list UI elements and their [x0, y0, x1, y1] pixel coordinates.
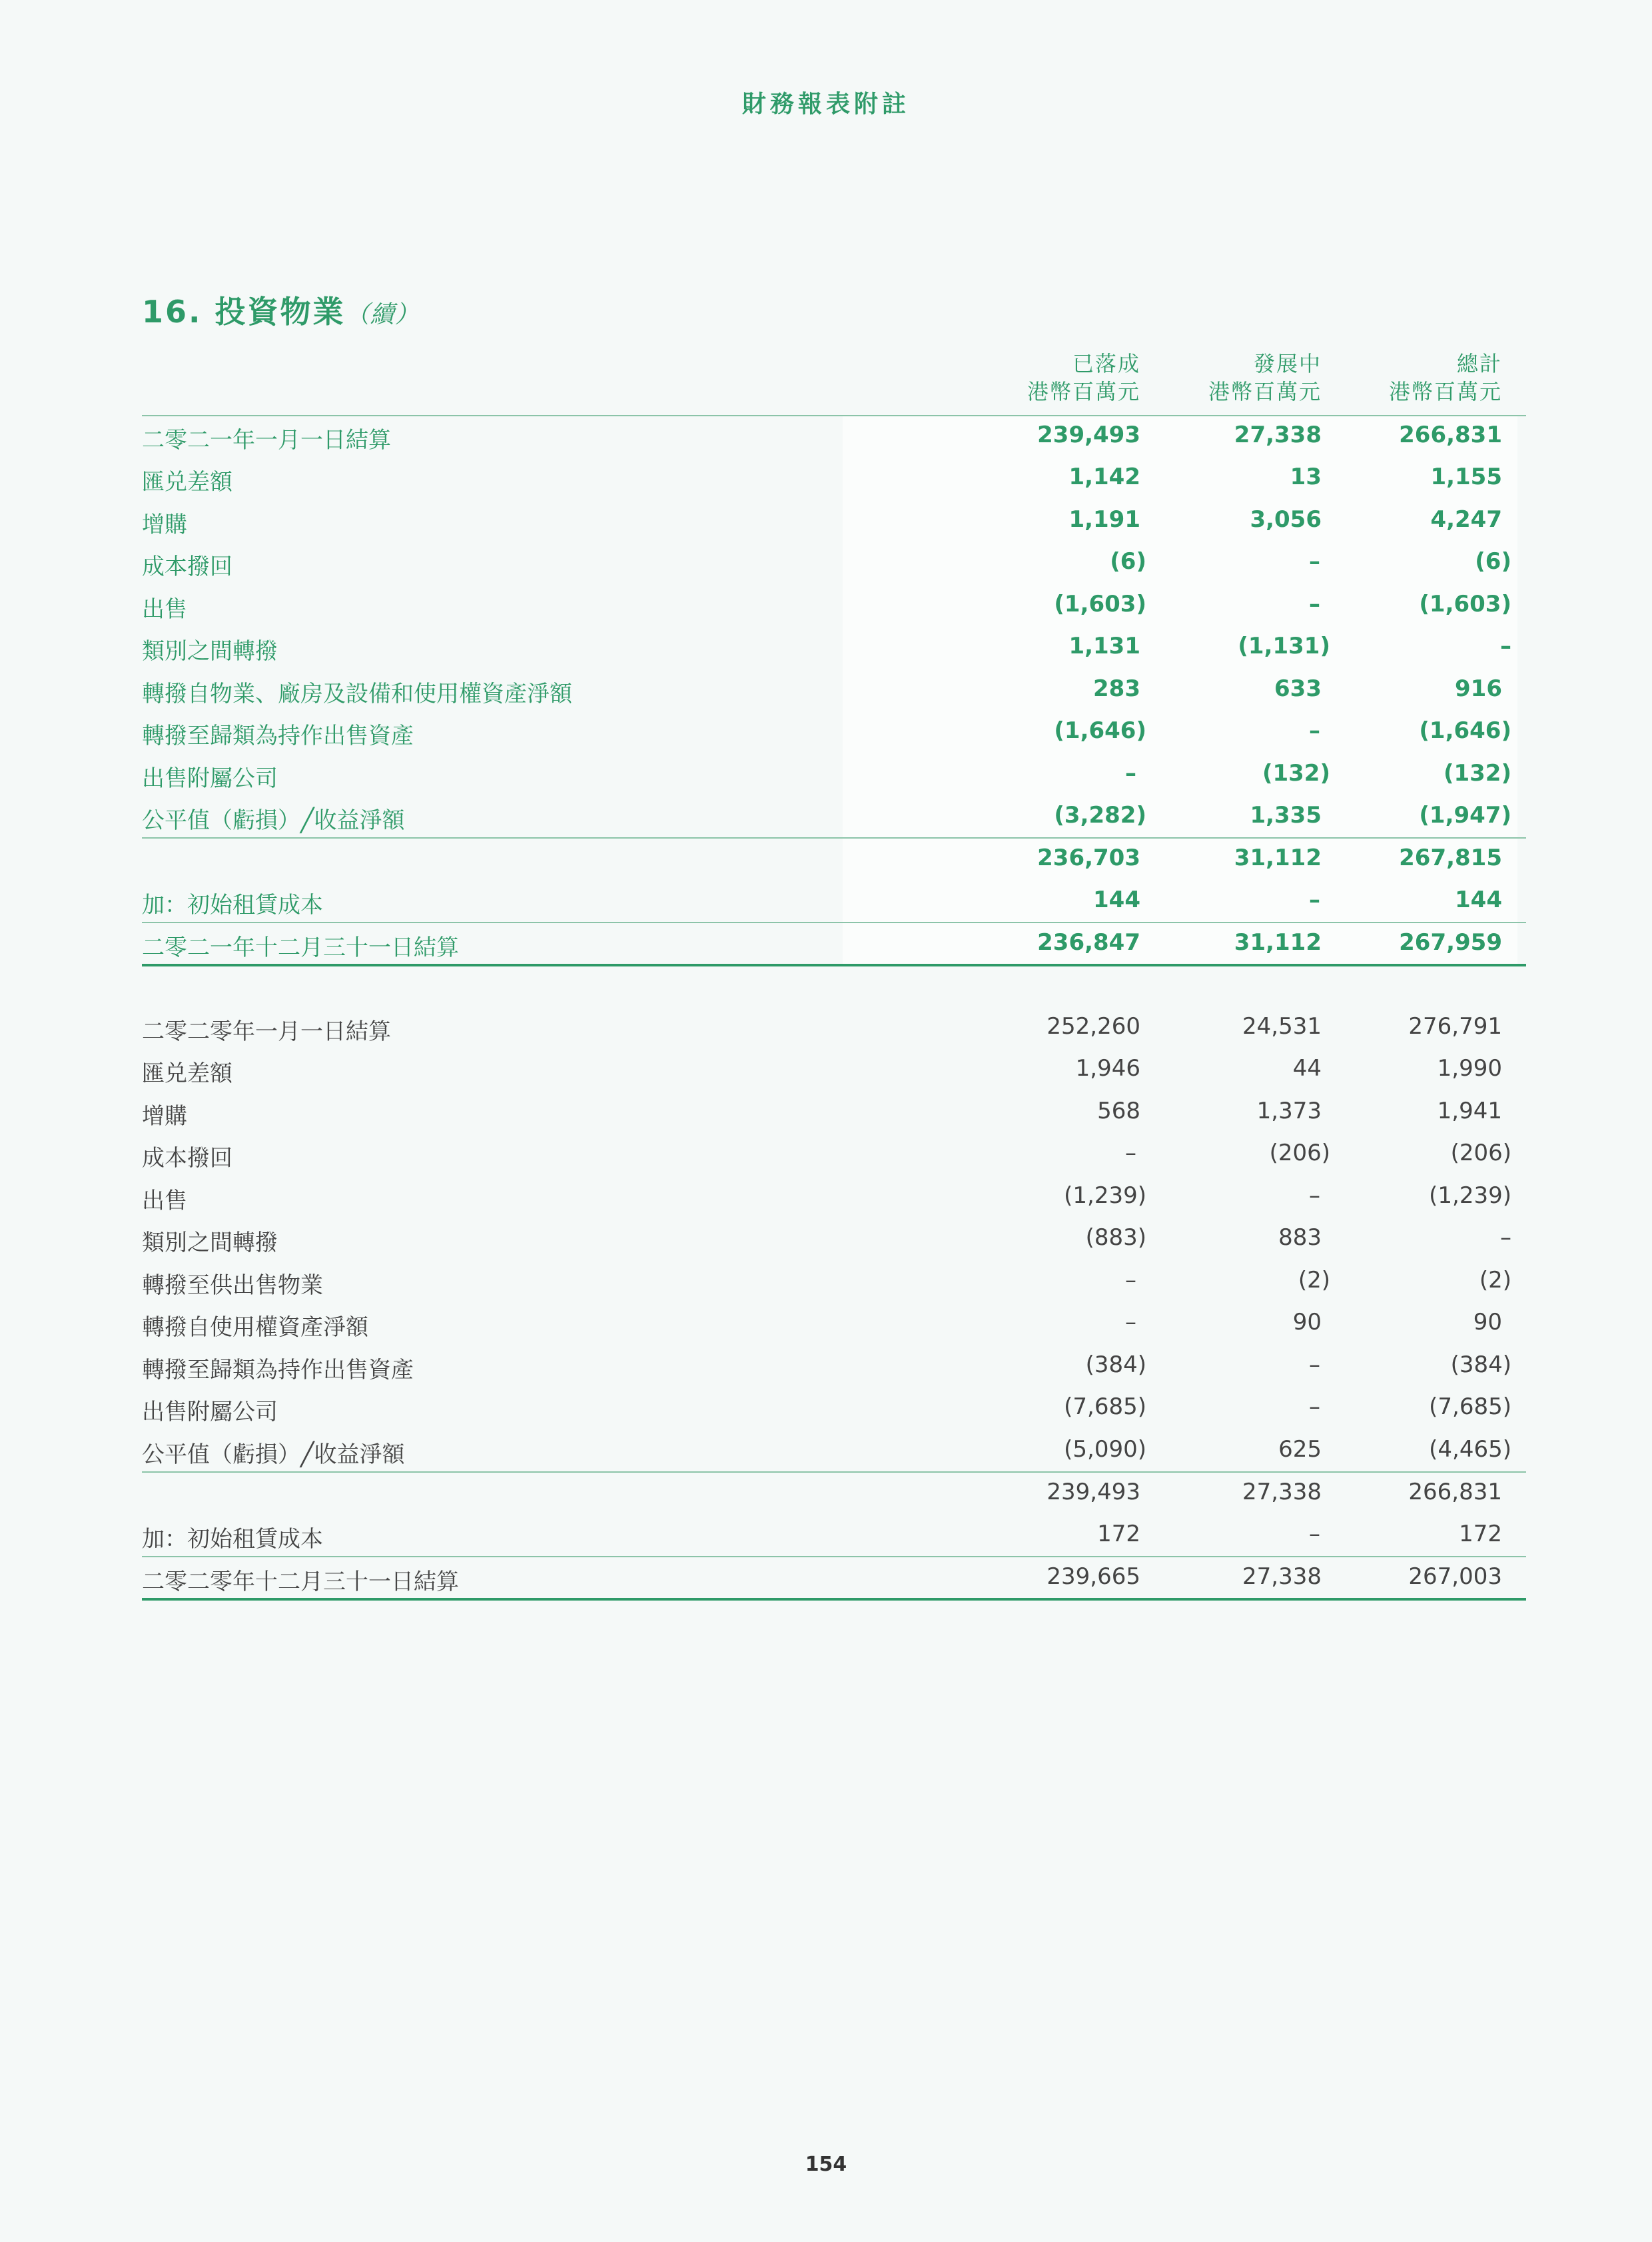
section-number-title: 16. 投資物業: [142, 294, 346, 330]
value-total: (1,239): [1429, 1182, 1511, 1209]
row-label: 公平值（虧損）╱收益淨額: [142, 807, 405, 834]
value-under-development: 27,338: [1234, 422, 1322, 448]
closing-balance-rule: [142, 964, 1526, 966]
column-under-development-unit: 港幣百萬元: [1208, 379, 1322, 404]
value-total: 1,990: [1437, 1055, 1502, 1082]
value-total: 276,791: [1408, 1013, 1502, 1040]
value-under-development: 24,531: [1242, 1013, 1322, 1040]
value-total: 267,003: [1408, 1563, 1502, 1590]
value-completed: (883): [1085, 1224, 1146, 1251]
value-completed: 236,703: [1037, 845, 1140, 871]
page-number: 154: [805, 2153, 847, 2176]
table-row: [142, 1133, 1526, 1175]
value-completed: (3,282): [1054, 802, 1146, 829]
row-label: 加：初始租賃成本: [142, 892, 323, 919]
value-completed: –: [1125, 1267, 1136, 1294]
table-row: [142, 584, 1526, 626]
row-label: 出售: [142, 1188, 187, 1214]
row-label: 成本撥回: [142, 1145, 232, 1172]
closing-balance-row: [142, 923, 1526, 964]
value-under-development: (2): [1298, 1267, 1330, 1294]
value-under-development: –: [1309, 548, 1320, 575]
value-completed: –: [1125, 1309, 1136, 1335]
value-under-development: 27,338: [1242, 1563, 1322, 1590]
value-total: 144: [1455, 887, 1502, 913]
value-completed: (6): [1110, 548, 1146, 575]
continued-marker: （續）: [345, 301, 420, 328]
subtotal-row: [142, 838, 1526, 880]
value-total: (384): [1450, 1351, 1511, 1378]
value-total: 1,941: [1437, 1098, 1502, 1124]
subtotal-row: [142, 1472, 1526, 1514]
closing-balance-rule: [142, 1598, 1526, 1601]
value-total: (6): [1475, 548, 1511, 575]
table-row: [142, 753, 1526, 795]
row-label: 轉撥至歸類為持作出售資產: [142, 723, 414, 749]
value-completed: –: [1125, 760, 1136, 787]
value-completed: 1,142: [1068, 464, 1140, 490]
value-under-development: 1,373: [1256, 1098, 1322, 1124]
value-under-development: 44: [1292, 1055, 1322, 1082]
table-row: [142, 1387, 1526, 1429]
row-label: 公平值（虧損）╱收益淨額: [142, 1441, 405, 1468]
value-under-development: 31,112: [1234, 929, 1322, 956]
table-row: [142, 795, 1526, 837]
value-total: (4,465): [1429, 1436, 1511, 1463]
row-label: 成本撥回: [142, 554, 232, 580]
column-completed-unit: 港幣百萬元: [1027, 379, 1140, 404]
row-label: 轉撥至供出售物業: [142, 1272, 323, 1299]
table-row: [142, 626, 1526, 668]
table-row: [142, 880, 1526, 922]
value-completed: 239,493: [1037, 422, 1140, 448]
column-under-development: [1208, 350, 1322, 406]
table-row: [142, 457, 1526, 499]
value-total: 1,155: [1430, 464, 1502, 490]
value-under-development: (206): [1269, 1140, 1330, 1166]
row-label: 匯兑差額: [142, 469, 232, 496]
table-2021: [142, 415, 1526, 968]
value-total: 266,831: [1399, 422, 1502, 448]
table-row: [142, 1048, 1526, 1090]
row-label: 類別之間轉撥: [142, 638, 278, 665]
value-completed: 1,131: [1068, 633, 1140, 659]
value-total: (206): [1450, 1140, 1511, 1166]
table-row: [142, 415, 1526, 457]
value-completed: 283: [1093, 675, 1140, 702]
table-row: [142, 711, 1526, 753]
value-under-development: –: [1309, 1521, 1320, 1547]
row-label: 增購: [142, 512, 187, 538]
value-completed: 172: [1097, 1521, 1140, 1547]
value-total: 266,831: [1408, 1479, 1502, 1505]
value-under-development: –: [1309, 591, 1320, 617]
value-completed: –: [1125, 1140, 1136, 1166]
row-label: 出售: [142, 596, 187, 623]
value-under-development: 633: [1274, 675, 1322, 702]
value-completed: (384): [1085, 1351, 1146, 1378]
value-under-development: 3,056: [1250, 506, 1322, 533]
value-under-development: –: [1309, 1351, 1320, 1378]
value-under-development: –: [1309, 1393, 1320, 1420]
value-total: (7,685): [1429, 1393, 1511, 1420]
value-completed: 144: [1093, 887, 1140, 913]
row-label: 二零二一年十二月三十一日結算: [142, 934, 459, 961]
row-label: 二零二零年十二月三十一日結算: [142, 1569, 459, 1595]
table-row: [142, 1218, 1526, 1260]
value-total: –: [1500, 633, 1511, 659]
value-total: (132): [1443, 760, 1511, 787]
value-total: 267,959: [1399, 929, 1502, 956]
value-under-development: (132): [1262, 760, 1330, 787]
value-completed: 1,191: [1068, 506, 1140, 533]
value-total: (1,603): [1419, 591, 1511, 617]
row-label: 轉撥至歸類為持作出售資產: [142, 1357, 414, 1383]
row-label: 二零二一年一月一日結算: [142, 427, 391, 454]
value-under-development: 90: [1292, 1309, 1322, 1335]
value-total: 172: [1459, 1521, 1502, 1547]
value-total: (1,947): [1419, 802, 1511, 829]
row-label: 增購: [142, 1103, 187, 1130]
row-label: 出售附屬公司: [142, 1399, 278, 1425]
value-total: 267,815: [1399, 845, 1502, 871]
table-row: [142, 1176, 1526, 1218]
value-under-development: 31,112: [1234, 845, 1322, 871]
value-under-development: 27,338: [1242, 1479, 1322, 1505]
value-under-development: 1,335: [1250, 802, 1322, 829]
column-completed-title: 已落成: [1072, 351, 1140, 376]
table-row: [142, 1514, 1526, 1556]
value-under-development: 883: [1278, 1224, 1322, 1251]
value-total: 90: [1473, 1309, 1502, 1335]
row-label: 加：初始租賃成本: [142, 1526, 323, 1553]
value-total: (1,646): [1419, 717, 1511, 744]
value-under-development: –: [1309, 1182, 1320, 1209]
value-completed: (1,603): [1054, 591, 1146, 617]
column-total-title: 總計: [1456, 351, 1502, 376]
table-row: [142, 669, 1526, 711]
value-under-development: –: [1309, 717, 1320, 744]
value-total: (2): [1479, 1267, 1511, 1294]
value-completed: 239,665: [1046, 1563, 1140, 1590]
value-completed: (1,646): [1054, 717, 1146, 744]
value-total: 4,247: [1430, 506, 1502, 533]
value-under-development: 13: [1290, 464, 1322, 490]
column-under-development-title: 發展中: [1253, 351, 1322, 376]
value-completed: (7,685): [1064, 1393, 1146, 1420]
value-completed: (1,239): [1064, 1182, 1146, 1209]
table-row: [142, 1260, 1526, 1302]
table-row: [142, 1091, 1526, 1133]
value-under-development: –: [1309, 887, 1320, 913]
running-header: 財務報表附註: [741, 91, 910, 118]
row-label: 二零二零年一月一日結算: [142, 1018, 391, 1045]
column-header: [142, 350, 1526, 416]
table-row: [142, 1345, 1526, 1387]
row-label: 出售附屬公司: [142, 765, 278, 792]
value-under-development: 625: [1278, 1436, 1322, 1463]
row-label: 轉撥自物業、廠房及設備和使用權資產淨額: [142, 681, 572, 707]
table-2020: [142, 1006, 1526, 1606]
value-completed: 568: [1097, 1098, 1140, 1124]
value-completed: 239,493: [1046, 1479, 1140, 1505]
table-row: [142, 1429, 1526, 1471]
table-row: [142, 1302, 1526, 1344]
table-row: [142, 500, 1526, 542]
column-completed: [1027, 350, 1140, 406]
value-total: 916: [1455, 675, 1502, 702]
table-row: [142, 542, 1526, 583]
column-total-unit: 港幣百萬元: [1388, 379, 1502, 404]
closing-balance-row: [142, 1557, 1526, 1599]
value-completed: 1,946: [1075, 1055, 1140, 1082]
value-completed: 252,260: [1046, 1013, 1140, 1040]
value-total: –: [1500, 1224, 1511, 1251]
table-row: [142, 1006, 1526, 1048]
row-label: 轉撥自使用權資產淨額: [142, 1314, 368, 1341]
value-under-development: (1,131): [1238, 633, 1330, 659]
section-title: [142, 288, 420, 332]
value-completed: (5,090): [1064, 1436, 1146, 1463]
row-label: 類別之間轉撥: [142, 1230, 278, 1256]
value-completed: 236,847: [1037, 929, 1140, 956]
row-label: 匯兑差額: [142, 1060, 232, 1087]
column-total: [1389, 350, 1502, 406]
